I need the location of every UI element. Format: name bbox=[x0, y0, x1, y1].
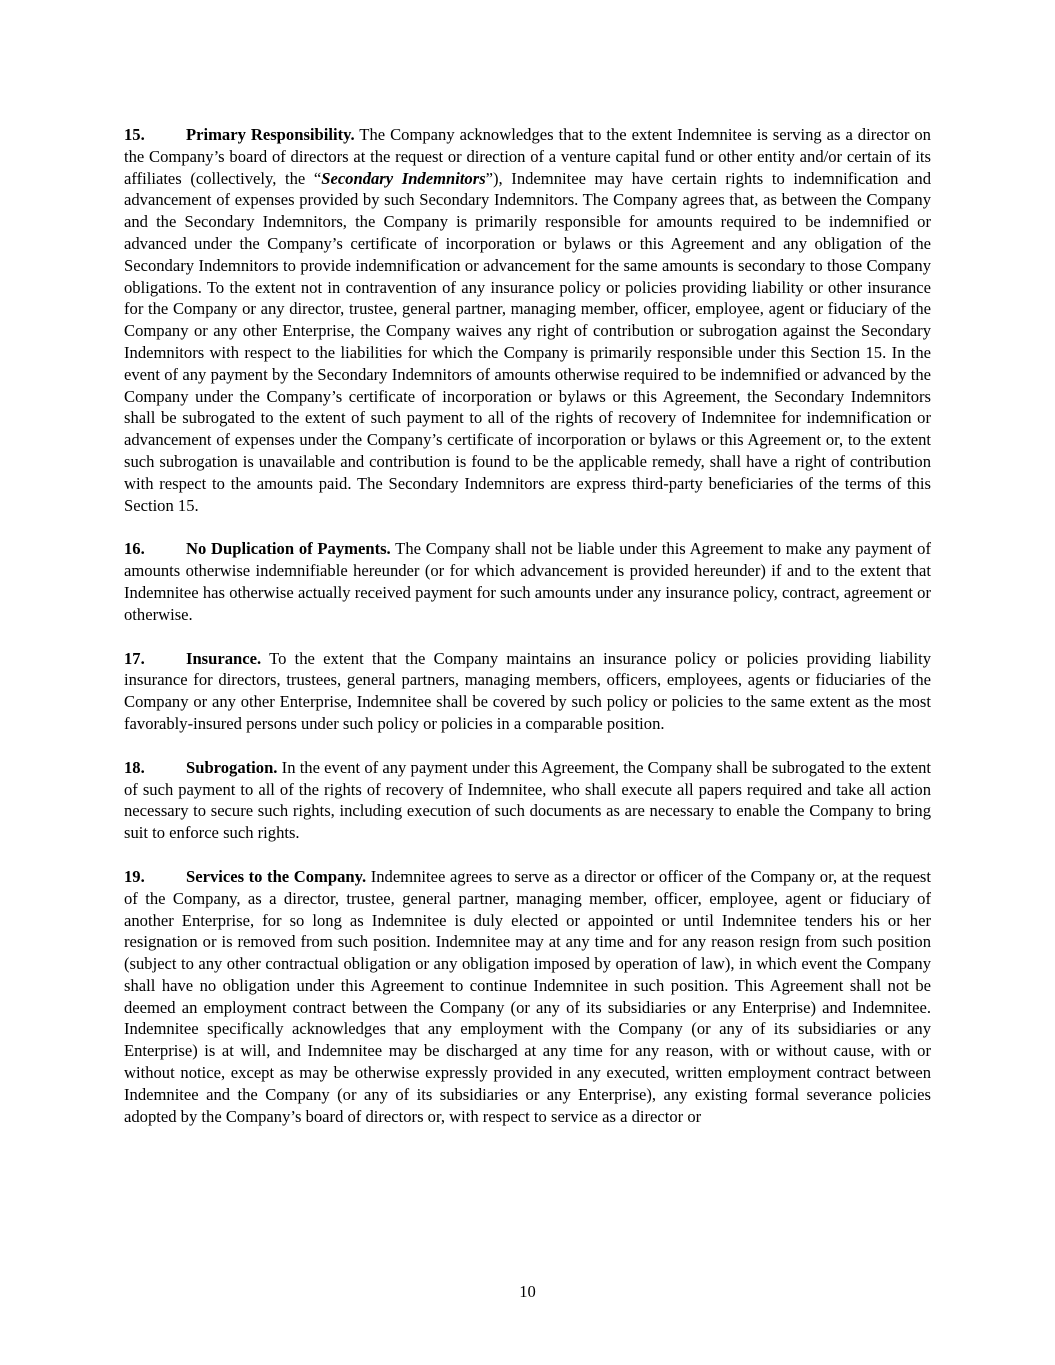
section-text: The Company shall not be liable under this Agreement to make any payment of amounts otherwise indemnifiable hereunder (or for which advancement is provided hereunder) if and to the extent that Indemnitee has otherwise actually received payment for such amounts under any insurance policy, contract, agreement or otherwise. bbox=[124, 539, 931, 624]
section-number: 15. bbox=[124, 125, 145, 144]
document-page bbox=[124, 124, 931, 1149]
page-number: 10 bbox=[519, 1282, 536, 1301]
section-text: The Company acknowledges that to the extent Indemnitee is serving as a director on the Company’s board of directors at the request or direction of a venture capital fund or other entity and/or certain of its affiliates (collectively, the “ bbox=[124, 125, 931, 188]
section-title: Subrogation. bbox=[186, 757, 278, 777]
section-16 bbox=[124, 538, 931, 625]
section-title: No Duplication of Payments. bbox=[186, 539, 391, 559]
section-number: 19. bbox=[124, 866, 145, 886]
section-number: 16. bbox=[124, 539, 145, 559]
section-17 bbox=[124, 648, 931, 735]
section-text: To the extent that the Company maintains an insurance policy or policies providing liability insurance for directors, trustees, general partners, managing members, officers, employees, agents or fiduciaries of the Company or any other Enterprise, Indemnitee shall be covered by such policy or policies to the same extent as the most favorably-insured persons under such policy or policies in a comparable position. bbox=[124, 648, 931, 733]
defined-term: Secondary Indemnitors bbox=[321, 168, 486, 188]
section-title: Primary Responsibility. bbox=[186, 125, 355, 144]
section-19 bbox=[124, 866, 931, 1128]
section-text: ”), Indemnitee may have certain rights to indemnification and advancement of expenses provided by such Secondary Indemnitors. The Company agrees that, as between the Company and the Secondary Indemnitors, the Company is primarily responsible for amounts required to be indemnified or advanced under the Company’s certificate of incorporation or bylaws or this Agreement and any obligation of the Secondary Indemnitors to provide indemnification or advancement for the same amounts is secondary to those Company obligations. To the extent not in contravention of any insurance policy or policies providing liability or other insurance for the Company or any director, trustee, general partner, managing member, officer, employee, agent or fiduciary of the Company or any other Enterprise, the Company waives any right of contribution or subrogation against the Secondary Indemnitors with respect to the liabilities for which the Company is primarily responsible under this Section 15. In the event of any payment by the Secondary Indemnitors of amounts otherwise required to be indemnified or advanced by the Company under the Company’s certificate of incorporation or bylaws or this Agreement, the Secondary Indemnitors shall be subrogated to the extent of such payment to all of the rights of recovery of Indemnitee for indemnification or advancement of expenses under the Company’s certificate of incorporation or bylaws or this Agreement or, to the extent such subrogation is unavailable and contribution is found to be the applicable remedy, shall have a right of contribution with respect to the amounts paid. The Secondary Indemnitors are express third-party beneficiaries of the terms of this Section 15. bbox=[124, 168, 931, 515]
section-text: In the event of any payment under this Agreement, the Company shall be subrogated to the extent of such payment to all of the rights of recovery of Indemnitee, who shall execute all papers required and take all action necessary to secure such rights, including execution of such documents as are necessary to enable the Company to bring suit to enforce such rights. bbox=[124, 757, 931, 843]
section-18 bbox=[124, 757, 931, 844]
section-text: Indemnitee agrees to serve as a director or officer of the Company or, at the request of the Company, as a director, trustee, general partner, managing member, officer, employee, agent or fiduciary of another Enterprise, for so long as Indemnitee is duly elected or appointed or until Indemnitee tenders his or her resignation or is removed from such position. Indemnitee may at any time and for any reason resign from such position (subject to any other contractual obligation or any obligation imposed by operation of law), in which event the Company shall have no obligation under this Agreement to continue Indemnitee in such position. This Agreement shall not be deemed an employment contract between the Company (or any of its subsidiaries or any Enterprise) and Indemnitee. Indemnitee specifically acknowledges that any employment with the Company (or any of its subsidiaries or any Enterprise) is at will, and Indemnitee may be discharged at any time for any reason, with or without cause, with or without notice, except as may be otherwise expressly provided in any executed, written employment contract between Indemnitee and the Company (or any of its subsidiaries or any Enterprise), any existing formal severance policies adopted by the Company’s board of directors or, with respect to service as a director or bbox=[124, 866, 931, 1126]
section-15 bbox=[124, 124, 931, 516]
section-title: Insurance. bbox=[186, 648, 262, 668]
section-title: Services to the Company. bbox=[186, 866, 367, 886]
section-number: 18. bbox=[124, 757, 145, 777]
section-number: 17. bbox=[124, 648, 145, 668]
